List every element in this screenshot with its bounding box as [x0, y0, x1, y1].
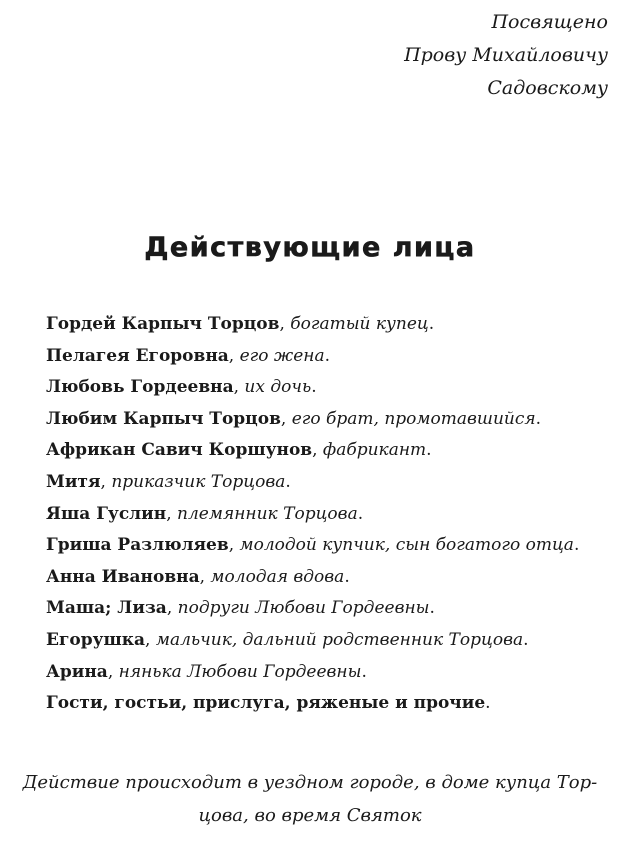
character-name: Анна Ивановна: [46, 566, 200, 587]
punctuation: .: [523, 629, 529, 650]
cast-entry: [12, 467, 608, 499]
punctuation: .: [573, 535, 580, 556]
cast-entry: [12, 562, 608, 594]
character-name: Гости, гостьи, прислуга, ряженые и прочие: [46, 693, 486, 714]
punctuation: .: [357, 503, 364, 524]
separator: ,: [233, 377, 245, 398]
cast-entry: [12, 593, 608, 625]
cast-entry: [12, 499, 608, 531]
cast-entry: [12, 530, 608, 562]
separator: ,: [280, 408, 292, 429]
character-name: Любим Карпыч Торцов: [46, 408, 281, 429]
punctuation: .: [311, 377, 317, 398]
separator: ,: [199, 566, 211, 587]
character-description: племянник Торцова: [177, 503, 358, 524]
character-name: Пелагея Егоровна: [46, 345, 229, 366]
cast-entry: [12, 372, 608, 404]
character-name: Любовь Гордеевна: [46, 377, 234, 398]
character-description: его брат, промотавшийся: [291, 408, 536, 429]
separator: ,: [228, 535, 240, 556]
character-description: фабрикант: [322, 440, 427, 461]
setting-note: [12, 766, 608, 832]
character-description: приказчик Торцова: [111, 471, 286, 492]
character-description: их дочь: [244, 377, 312, 398]
section-heading: Действующие лица: [144, 232, 476, 263]
setting-line: Действие происходит в уездном городе, в доме купца Тор-: [22, 772, 598, 793]
character-description: его жена: [239, 345, 325, 366]
separator: ,: [166, 503, 178, 524]
cast-entry: [12, 341, 608, 373]
punctuation: .: [428, 314, 435, 334]
character-name: Митя: [46, 471, 101, 492]
punctuation: .: [361, 661, 367, 682]
dedication-line: Посвящено: [491, 11, 608, 33]
punctuation: .: [429, 598, 435, 619]
character-description: нянька Любови Гордеевны: [118, 661, 362, 682]
character-name: Африкан Савич Коршунов: [46, 440, 313, 461]
punctuation: .: [426, 440, 432, 461]
dedication-line: Прову Михайловичу: [404, 44, 608, 66]
punctuation: .: [324, 345, 331, 366]
separator: ,: [279, 314, 291, 334]
character-name: Маша; Лиза: [46, 598, 167, 619]
character-description: богатый купец: [290, 314, 429, 334]
character-name: Егорушка: [46, 629, 146, 650]
setting-line: цова, во время Святок: [198, 805, 422, 826]
cast-entry: [12, 309, 608, 341]
character-description: молодая вдова: [210, 566, 345, 587]
punctuation: .: [535, 408, 542, 429]
cast-entry: [12, 657, 608, 689]
character-name: Гриша Разлюляев: [46, 535, 229, 556]
character-description: подруги Любови Гордеевны: [177, 598, 430, 619]
separator: ,: [228, 345, 240, 366]
character-description: молодой купчик, сын богатого отца: [239, 535, 574, 556]
character-name: Яша Гуслин: [46, 503, 167, 524]
cast-entry: [12, 688, 608, 720]
punctuation: .: [485, 693, 491, 714]
cast-entry: [12, 435, 608, 467]
cast-list: [12, 309, 608, 720]
character-description: мальчик, дальний родственник Торцова: [155, 629, 524, 650]
character-name: Гордей Карпыч Торцов: [46, 314, 280, 334]
cast-entry: [12, 404, 608, 436]
cast-entry: [12, 625, 608, 657]
punctuation: .: [285, 471, 291, 492]
separator: ,: [166, 598, 178, 619]
separator: ,: [107, 661, 119, 682]
dedication-line: Садовскому: [487, 77, 608, 99]
separator: ,: [145, 629, 156, 650]
punctuation: .: [344, 566, 350, 587]
dedication: [404, 6, 608, 105]
separator: ,: [312, 440, 323, 461]
character-name: Арина: [46, 661, 108, 682]
separator: ,: [100, 471, 112, 492]
